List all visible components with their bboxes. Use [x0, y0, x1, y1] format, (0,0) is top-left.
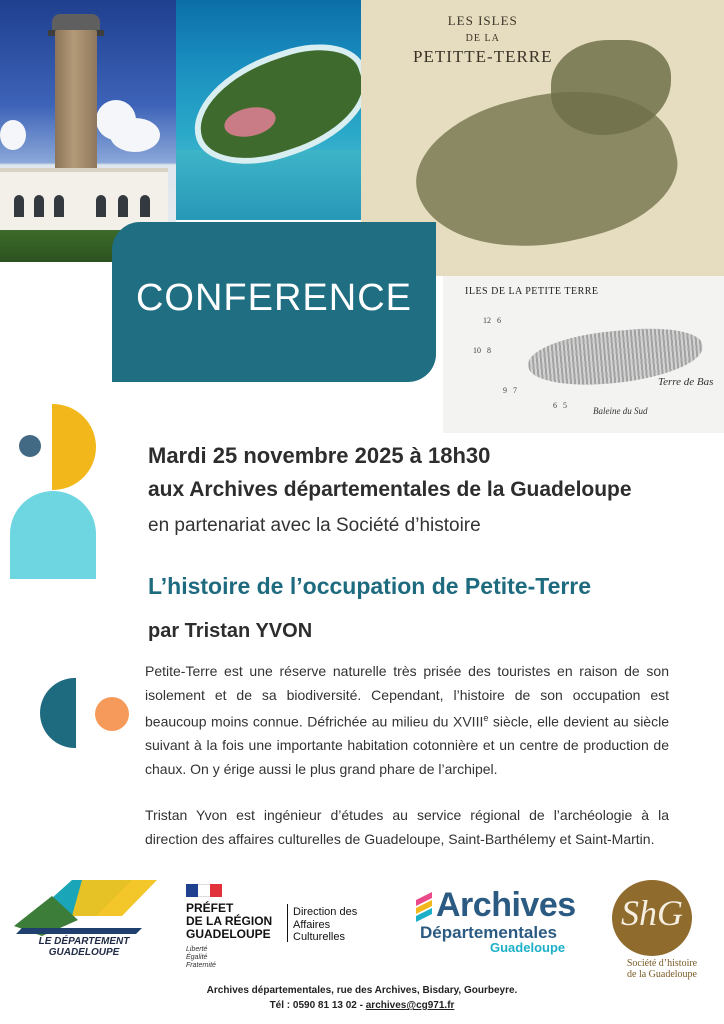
decorative-half-circle [40, 678, 76, 748]
chart-title: ILES DE LA PETITE TERRE [465, 286, 599, 297]
decorative-arch [10, 491, 96, 579]
conference-title: CONFERENCE [135, 277, 413, 319]
societe-histoire-logo: ShG Société d’histoire de la Guadeloupe [608, 880, 716, 980]
nautical-chart-image: ILES DE LA PETITE TERRE Terre de Bas Baleine du Sud 12 6 10 8 9 7 6 5 [443, 276, 724, 433]
departement-logo: LE DÉPARTEMENT GUADELOUPE [12, 876, 162, 966]
island-aerial-photo [176, 0, 361, 220]
event-place: aux Archives départementales de la Guadeloupe [148, 478, 632, 501]
old-map-title: LES ISLES DE LA PETITTE-TERRE [413, 13, 553, 66]
footer-contact: Tél : 0590 81 13 02 - archives@cg971.fr [269, 1000, 455, 1011]
event-partner: en partenariat avec la Société d’histoire [148, 515, 481, 536]
speaker-bio-paragraph: Tristan Yvon est ingénieur d’études au service régional de l’archéologie à la direction des affaires culturelles de Guadeloupe, Saint-Barthélemy et Saint-Martin. [145, 807, 669, 847]
talk-speaker: par Tristan YVON [148, 620, 313, 642]
decorative-half-circle [52, 404, 96, 490]
departement-emblem-icon [12, 876, 162, 936]
prefet-logo [186, 884, 386, 974]
marianne-flag-icon [186, 884, 222, 897]
description-paragraph: Petite-Terre est une réserve naturelle très prisée des touristes en raison de son isolement et de sa biodiversité. Cependant, l’histoire de son occupation est beaucoup moins connue. Défrichée au milieu du XVIIIe siècle, elle devient au siècle suivant à la fois une importante habitation cotonnière et un centre de production de chaux. On y érige aussi le plus grand phare de l’archipel. [145, 663, 669, 777]
prefet-name: PRÉFET DE LA RÉGION GUADELOUPE [186, 901, 273, 941]
prefet-motto: Liberté Égalité Fraternité [186, 946, 216, 969]
conference-banner [112, 222, 436, 382]
chart-label: Baleine du Sud [593, 406, 648, 416]
prefet-service: Direction des Affaires Culturelles [293, 906, 358, 943]
event-date: Mardi 25 novembre 2025 à 18h30 [148, 443, 491, 468]
archives-logo: Archives Départementales Guadeloupe [416, 886, 586, 956]
talk-title: L’histoire de l’occupation de Petite-Terre [148, 573, 592, 599]
decorative-circle [95, 697, 129, 731]
email-link[interactable]: archives@cg971.fr [365, 1000, 455, 1011]
decorative-circle [19, 435, 41, 457]
footer-address: Archives départementales, rue des Archives, Bisdary, Gourbeyre. [206, 985, 518, 996]
chart-label: Terre de Bas [658, 376, 714, 388]
